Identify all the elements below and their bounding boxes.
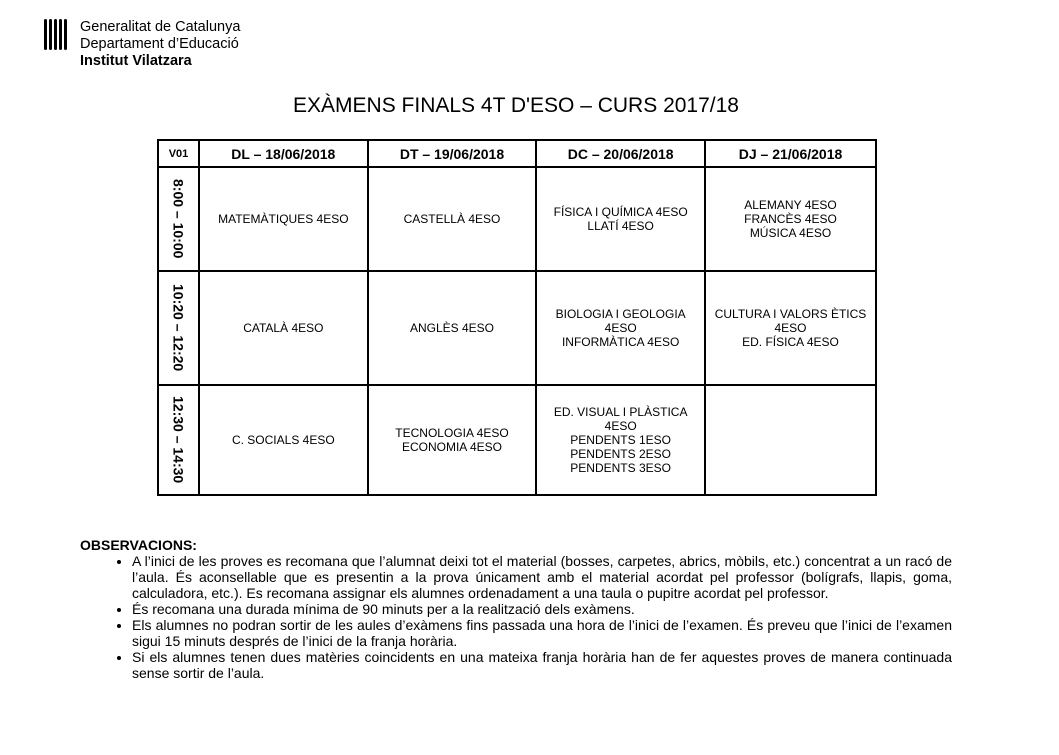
exam-subject: LLATÍ 4ESO — [587, 219, 654, 233]
time-slot: 10:20 – 12:20 — [158, 271, 199, 385]
table-header-row — [158, 140, 876, 167]
exam-subject: MÚSICA 4ESO — [749, 226, 832, 240]
observation-item: • És recomana una durada mínima de 90 minuts per a la realització dels exàmens. — [132, 601, 952, 617]
exam-subject: FRANCÈS 4ESO — [744, 212, 837, 226]
exam-subject: BIOLOGIA I GEOLOGIA 4ESO — [555, 307, 686, 335]
page-title: EXÀMENS FINALS 4T D'ESO – CURS 2017/18 — [293, 94, 739, 117]
observations-title: OBSERVACIONS: — [80, 537, 197, 553]
table-row — [158, 167, 876, 271]
exam-cell — [199, 385, 368, 495]
exam-cell — [368, 271, 537, 385]
exam-subject: TECNOLOGIA 4ESO — [395, 426, 509, 440]
exam-subject: CATALÀ 4ESO — [243, 321, 324, 335]
day-header: DC – 20/06/2018 — [536, 140, 705, 167]
exam-schedule-table — [157, 139, 877, 496]
exam-cell — [536, 271, 705, 385]
school-name: Institut Vilatzara — [80, 53, 192, 69]
exam-subject: ED. FÍSICA 4ESO — [742, 335, 839, 349]
exam-subject: ANGLÈS 4ESO — [409, 321, 494, 335]
exam-subject: CASTELLÀ 4ESO — [403, 212, 501, 226]
table-row — [158, 385, 876, 495]
time-slot: 8:00 – 10:00 — [158, 167, 199, 271]
exam-cell — [368, 167, 537, 271]
observation-item: • Els alumnes no podran sortir de les aules d’exàmens fins passada una hora de l’inici de l’examen. És preveu que l’inici de l’examen sigui 15 minuts després de l’inici de la franja horària. — [132, 617, 952, 649]
exam-cell — [199, 271, 368, 385]
version-label: V01 — [158, 140, 199, 167]
time-slot: 12:30 – 14:30 — [158, 385, 199, 495]
exam-subject: FÍSICA I QUÍMICA 4ESO — [553, 205, 688, 219]
exam-cell — [705, 271, 876, 385]
organization-header — [80, 19, 240, 70]
exam-cell — [705, 385, 876, 495]
exam-cell — [705, 167, 876, 271]
day-header: DT – 19/06/2018 — [368, 140, 537, 167]
exam-subject: PENDENTS 3ESO — [570, 461, 671, 475]
exam-subject: C. SOCIALS 4ESO — [231, 433, 335, 447]
generalitat-logo-icon — [41, 19, 69, 50]
exam-cell — [368, 385, 537, 495]
org-name: Generalitat de Catalunya — [80, 19, 241, 35]
observation-item: • A l’inici de les proves es recomana que l’alumnat deixi tot el material (bosses, carpetes, abrics, mòbils, etc.) concentrat a un racó de l’aula. És aconsellable que es presentin a la prova únicament amb el material acordat pel professor (bolígrafs, llapis, goma, calculadora, etc.). Es recomana assignar els alumnes ordenadament a una taula o pupitre acordat pel professor. — [132, 553, 952, 601]
observation-item: • Si els alumnes tenen dues matèries coincidents en una mateixa franja horària han de fer aquestes proves de manera continuada sense sortir de l’aula. — [132, 649, 952, 681]
exam-subject: CULTURA I VALORS ÈTICS 4ESO — [714, 307, 867, 335]
table-row — [158, 271, 876, 385]
exam-subject: MATEMÀTIQUES 4ESO — [218, 212, 349, 226]
day-header: DJ – 21/06/2018 — [705, 140, 876, 167]
exam-cell — [536, 385, 705, 495]
exam-cell — [199, 167, 368, 271]
exam-subject: ALEMANY 4ESO — [744, 198, 837, 212]
exam-subject: ECONOMIA 4ESO — [401, 440, 502, 454]
exam-subject: PENDENTS 1ESO — [570, 433, 671, 447]
observations-section — [80, 537, 952, 681]
department-name: Departament d’Educació — [80, 36, 239, 52]
exam-subject: ED. VISUAL I PLÀSTICA 4ESO — [553, 405, 688, 433]
exam-cell — [536, 167, 705, 271]
day-header: DL – 18/06/2018 — [199, 140, 368, 167]
exam-subject: PENDENTS 2ESO — [570, 447, 671, 461]
exam-subject: INFORMÀTICA 4ESO — [561, 335, 680, 349]
